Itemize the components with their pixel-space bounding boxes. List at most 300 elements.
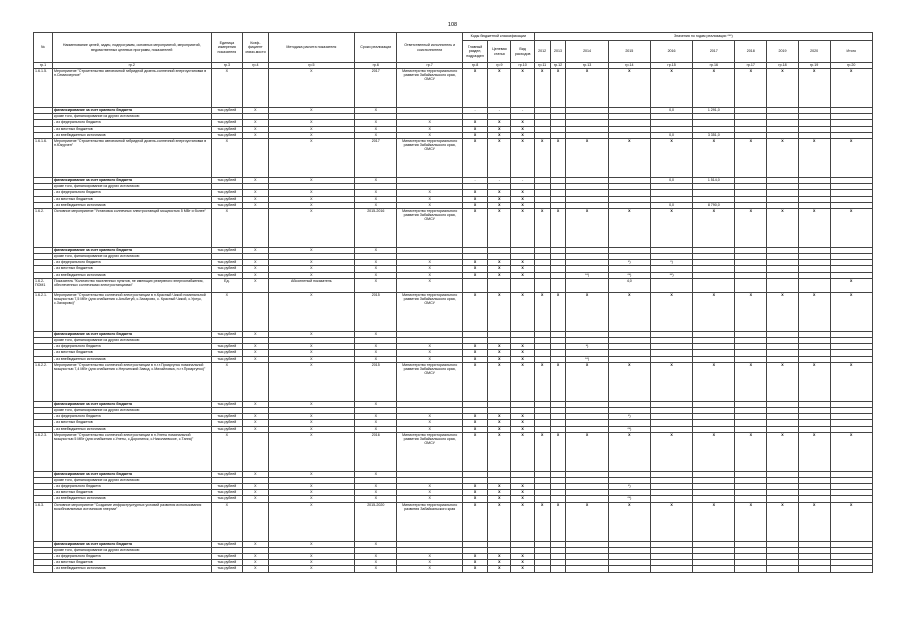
table-cell: Х (462, 272, 487, 278)
table-cell: Х (511, 208, 534, 247)
table-cell: - из внебюджетных источников (53, 202, 211, 208)
table-cell (798, 566, 830, 572)
table-cell: Х (243, 471, 268, 477)
table-cell: Х (511, 260, 534, 266)
table-cell: Х (355, 426, 397, 432)
table-cell: Х (397, 132, 463, 138)
table-cell: Х (488, 120, 511, 126)
table-cell: - (488, 108, 511, 114)
table-cell: - из федерального бюджета (53, 414, 211, 420)
table-cell: Х (511, 414, 534, 420)
table-cell: Х (830, 502, 873, 541)
table-cell: - из внебюджетных источников (53, 132, 211, 138)
table-cell: Х (243, 496, 268, 502)
table-cell: Х (397, 272, 463, 278)
column-number: гр.17 (735, 63, 767, 69)
table-cell: Министерство территориального развития Забайкальского края, ОМСУ (397, 138, 463, 177)
table-cell: Х (767, 138, 799, 177)
table-cell: Х (211, 138, 243, 177)
table-cell: - из местных бюджетов (53, 560, 211, 566)
table-cell: 2015-2020 (355, 502, 397, 541)
table-cell: Х (462, 196, 487, 202)
table-cell: Х (511, 356, 534, 362)
table-cell: Х (534, 69, 550, 108)
table-cell: Х (462, 292, 487, 331)
table-cell: тыс.рублей (211, 202, 243, 208)
table-cell: финансирование за счет краевого бюджета (53, 331, 211, 337)
table-cell: Х (488, 560, 511, 566)
table-cell: финансирование за счет краевого бюджета (53, 247, 211, 253)
table-cell: Х (243, 554, 268, 560)
table-cell: 1 291,0 (693, 108, 735, 114)
table-cell: Х (693, 69, 735, 108)
table-cell: Министерство территориального развития Забайкальского края, ОМСУ (397, 432, 463, 471)
table-cell: - из федерального бюджета (53, 120, 211, 126)
table-cell: 3 351,0 (693, 132, 735, 138)
column-number: гр.20 (830, 63, 873, 69)
table-cell: Х (735, 432, 767, 471)
table-cell: Х (268, 490, 355, 496)
table-cell: Х (462, 344, 487, 350)
header-year-2015: 2015 (608, 41, 650, 63)
table-cell: Х (488, 496, 511, 502)
table-cell: Х (397, 420, 463, 426)
table-cell: - из внебюджетных источников (53, 566, 211, 572)
column-number: гр.16 (693, 63, 735, 69)
table-cell: Х (268, 432, 355, 471)
column-number: гр.3 (211, 63, 243, 69)
header-year-2018: 2018 (735, 41, 767, 63)
header-year-2013: 2013 (550, 41, 566, 63)
table-cell (550, 566, 566, 572)
table-cell: Х (488, 208, 511, 247)
table-cell: Х (355, 196, 397, 202)
table-cell: Х (268, 566, 355, 572)
table-cell: Х (355, 560, 397, 566)
table-cell: Х (268, 426, 355, 432)
table-cell: Х (462, 414, 487, 420)
table-cell: Х (488, 202, 511, 208)
table-cell: Х (511, 496, 534, 502)
table-cell: - из внебюджетных источников (53, 426, 211, 432)
table-cell (650, 278, 692, 292)
table-cell: Х (268, 177, 355, 183)
table-cell: Х (511, 292, 534, 331)
table-cell: - (488, 177, 511, 183)
header-term: Сроки реализации (355, 33, 397, 63)
table-cell: Министерство территориального развития Забайкальского края, ОМСУ (397, 362, 463, 401)
table-cell: *) (608, 484, 650, 490)
table-cell: Х (566, 432, 608, 471)
table-cell: Х (243, 196, 268, 202)
table-cell: Х (693, 292, 735, 331)
table-cell (462, 278, 487, 292)
table-cell: Министерство территориального развития Забайкальского края, ОМСУ (397, 292, 463, 331)
table-cell: тыс.рублей (211, 132, 243, 138)
table-cell: Х (355, 260, 397, 266)
column-number: гр.4 (243, 63, 268, 69)
table-cell (488, 278, 511, 292)
table-cell: Х (511, 120, 534, 126)
table-cell: Х (397, 490, 463, 496)
table-cell: Х (355, 247, 397, 253)
table-cell: Х (511, 490, 534, 496)
table-cell: Х (355, 177, 397, 183)
table-cell: Х (355, 566, 397, 572)
table-cell (243, 69, 268, 108)
table-cell: Х (268, 502, 355, 541)
table-cell: Х (268, 401, 355, 407)
table-cell: 2015-2016 (355, 208, 397, 247)
table-cell: тыс.рублей (211, 496, 243, 502)
table-cell: Х (243, 177, 268, 183)
table-cell: финансирование за счет краевого бюджета (53, 471, 211, 477)
table-cell: Х (211, 208, 243, 247)
header-expense-type: Вид расходов (511, 41, 534, 63)
table-cell: Министерство территориального развития Забайкальского края, ОМСУ (397, 69, 463, 108)
table-cell: **) (650, 272, 692, 278)
table-cell: - из местных бюджетов (53, 420, 211, 426)
table-cell: финансирование за счет краевого бюджета (53, 108, 211, 114)
table-cell: Х (488, 292, 511, 331)
table-cell: Х (268, 356, 355, 362)
table-cell: Х (211, 69, 243, 108)
table-cell: **) (608, 272, 650, 278)
table-cell: - (511, 108, 534, 114)
table-cell: Х (767, 292, 799, 331)
table-row-measure (34, 292, 873, 331)
table-cell: Х (511, 132, 534, 138)
column-number: гр.14 (608, 63, 650, 69)
column-number: гр.12 (550, 63, 566, 69)
table-cell: Абсолютный показатель (268, 278, 355, 292)
table-cell: Х (462, 490, 487, 496)
table-cell: Х (211, 292, 243, 331)
header-budget-codes: Коды бюджетной классификации (462, 33, 534, 41)
table-cell: *) (608, 260, 650, 266)
column-number: гр.6 (355, 63, 397, 69)
table-cell: Х (355, 541, 397, 547)
table-cell: Х (268, 560, 355, 566)
table-cell: Х (268, 414, 355, 420)
table-cell: Х (462, 190, 487, 196)
table-cell: Х (397, 190, 463, 196)
table-cell: Х (511, 502, 534, 541)
table-cell: 1 514,0 (693, 177, 735, 183)
program-table (33, 32, 873, 573)
table-cell: Х (767, 502, 799, 541)
table-cell: Х (693, 362, 735, 401)
table-cell: Х (462, 260, 487, 266)
table-cell: Х (566, 69, 608, 108)
table-cell: Х (488, 272, 511, 278)
table-cell: Х (511, 266, 534, 272)
table-cell: Х (735, 292, 767, 331)
header-name: Наименование целей, задач, подпрограмм, основных мероприятий, мероприятий, ведомственных целевых программ, показателей (53, 33, 211, 63)
table-cell: кроме того, финансирование из других источников: (53, 338, 211, 344)
table-cell: кроме того, финансирование из других источников: (53, 407, 211, 413)
table-cell: Х (397, 266, 463, 272)
table-cell (735, 278, 767, 292)
header-year-2020: 2020 (798, 41, 830, 63)
table-cell: финансирование за счет краевого бюджета (53, 541, 211, 547)
table-cell: - (462, 108, 487, 114)
table-row-indicator (34, 278, 873, 292)
table-cell: 1.6.2.1. (34, 292, 53, 331)
table-cell: Мероприятие "Строительство автономной гибридной дизель-солнечной энергоустановки в п.Юкурчен" (53, 138, 211, 177)
table-cell: Х (397, 414, 463, 420)
table-cell: Х (511, 420, 534, 426)
table-cell: Х (693, 138, 735, 177)
column-number: гр.8 (462, 63, 487, 69)
table-cell: Х (798, 362, 830, 401)
table-cell: Х (462, 266, 487, 272)
table-cell: Х (462, 362, 487, 401)
table-cell: тыс.рублей (211, 401, 243, 407)
table-cell: Х (511, 350, 534, 356)
table-cell: Х (268, 126, 355, 132)
table-cell: Х (462, 496, 487, 502)
table-cell: Х (566, 138, 608, 177)
table-cell (830, 566, 873, 572)
header-year-2012: 2012 (534, 41, 550, 63)
header-method: Методика расчета показателя (268, 33, 355, 63)
table-cell: Х (243, 247, 268, 253)
table-cell: Х (511, 69, 534, 108)
table-cell: 0,0 (650, 108, 692, 114)
table-cell (798, 278, 830, 292)
table-row-financing (34, 566, 873, 572)
table-cell: Х (534, 502, 550, 541)
table-cell: Х (608, 208, 650, 247)
table-cell: Х (534, 362, 550, 401)
table-cell: Х (767, 69, 799, 108)
table-cell: Х (550, 208, 566, 247)
table-cell: Х (397, 202, 463, 208)
table-cell: Х (397, 484, 463, 490)
table-cell (534, 566, 550, 572)
table-cell: - из внебюджетных источников (53, 356, 211, 362)
table-cell: Х (462, 208, 487, 247)
table-cell (735, 566, 767, 572)
table-cell: Основное мероприятие "Создание инфраструктурных условий развития использования возобновляемых источников энергии" (53, 502, 211, 541)
table-cell: Х (650, 432, 692, 471)
header-coef: Коэф-фициент значи-мости (243, 33, 268, 63)
table-cell: кроме того, финансирование из других источников: (53, 254, 211, 260)
table-cell: Х (608, 69, 650, 108)
table-cell: Х (566, 362, 608, 401)
table-cell: 0,0 (650, 132, 692, 138)
table-cell: **) (566, 356, 608, 362)
table-cell: Х (243, 356, 268, 362)
table-cell: Х (243, 484, 268, 490)
table-cell: Х (355, 350, 397, 356)
table-cell: Х (268, 350, 355, 356)
table-cell: Х (243, 266, 268, 272)
table-cell: Х (534, 208, 550, 247)
table-cell: тыс.рублей (211, 541, 243, 547)
table-cell: Х (243, 202, 268, 208)
table-cell: Х (566, 292, 608, 331)
table-cell: тыс.рублей (211, 554, 243, 560)
table-cell: Х (650, 502, 692, 541)
table-cell: Х (511, 426, 534, 432)
table-cell: Х (608, 138, 650, 177)
table-cell: Х (397, 560, 463, 566)
table-cell: Х (355, 190, 397, 196)
table-cell: Х (268, 484, 355, 490)
table-cell: Ед. (211, 278, 243, 292)
table-cell: тыс.рублей (211, 350, 243, 356)
table-cell: Х (488, 69, 511, 108)
table-cell: 1.6.2. (34, 208, 53, 247)
table-cell: Х (830, 432, 873, 471)
table-cell: 2017 (355, 69, 397, 108)
table-cell: Х (767, 362, 799, 401)
table-cell: Х (397, 554, 463, 560)
table-cell: Х (830, 69, 873, 108)
table-cell: Х (243, 120, 268, 126)
table-cell: Х (550, 292, 566, 331)
table-row-measure (34, 502, 873, 541)
table-cell: Х (397, 344, 463, 350)
table-cell: Х (511, 362, 534, 401)
table-cell: Х (830, 362, 873, 401)
table-cell: 2017 (355, 138, 397, 177)
column-number: гр.1 (34, 63, 53, 69)
table-cell: Х (355, 126, 397, 132)
table-cell: Х (243, 132, 268, 138)
table-cell: 2015 (355, 362, 397, 401)
header-unit: Единица измерения показателя (211, 33, 243, 63)
table-cell: - из местных бюджетов (53, 126, 211, 132)
table-cell: Х (488, 566, 511, 572)
table-cell: - из федерального бюджета (53, 260, 211, 266)
table-cell: - (462, 177, 487, 183)
table-cell: - из местных бюджетов (53, 196, 211, 202)
table-cell: Х (650, 69, 692, 108)
table-cell: Х (268, 69, 355, 108)
table-cell: Х (735, 208, 767, 247)
table-cell: Х (397, 426, 463, 432)
table-cell: Х (355, 132, 397, 138)
table-cell: Х (268, 292, 355, 331)
table-cell: Х (798, 502, 830, 541)
table-cell: Х (355, 344, 397, 350)
table-cell: тыс.рублей (211, 471, 243, 477)
table-cell: Х (488, 356, 511, 362)
table-cell (608, 566, 650, 572)
table-cell: Х (511, 484, 534, 490)
table-cell: тыс.рублей (211, 177, 243, 183)
column-number: гр.5 (268, 63, 355, 69)
column-number: гр.7 (397, 63, 463, 69)
table-cell: Х (650, 208, 692, 247)
table-cell: тыс.рублей (211, 331, 243, 337)
table-cell (243, 138, 268, 177)
table-cell: Х (355, 278, 397, 292)
table-cell: тыс.рублей (211, 566, 243, 572)
table-cell: Х (534, 138, 550, 177)
table-cell: 1.6.2-ПОМ1 (34, 278, 53, 292)
table-cell: кроме того, финансирование из других источников: (53, 184, 211, 190)
table-cell: Х (511, 190, 534, 196)
table-cell: Х (511, 344, 534, 350)
page-number: 108 (447, 22, 458, 28)
table-cell (767, 566, 799, 572)
table-cell: Х (243, 260, 268, 266)
table-cell: Х (511, 196, 534, 202)
table-cell: Х (462, 502, 487, 541)
table-cell: 2015 (355, 292, 397, 331)
table-cell: - из федерального бюджета (53, 190, 211, 196)
table-cell (566, 278, 608, 292)
table-cell: Х (488, 132, 511, 138)
table-cell: *) (566, 344, 608, 350)
table-cell: Х (243, 344, 268, 350)
table-cell: Х (243, 190, 268, 196)
table-cell: Х (511, 202, 534, 208)
table-cell: Х (693, 502, 735, 541)
table-cell: 0,0 (650, 202, 692, 208)
table-cell: Х (534, 432, 550, 471)
table-cell: Х (798, 292, 830, 331)
table-cell: Х (397, 196, 463, 202)
table-cell: Х (268, 190, 355, 196)
column-number: гр.15 (650, 63, 692, 69)
table-cell: Х (550, 432, 566, 471)
table-cell: 1.6.1.6. (34, 138, 53, 177)
table-cell: Х (462, 350, 487, 356)
table-cell: **) (608, 426, 650, 432)
table-cell: тыс.рублей (211, 120, 243, 126)
table-cell: Х (608, 362, 650, 401)
table-body (34, 69, 873, 573)
header-target-article: Целевая статья (488, 41, 511, 63)
table-cell: Х (462, 566, 487, 572)
table-cell: Х (462, 132, 487, 138)
table-cell: Х (243, 541, 268, 547)
table-cell: финансирование за счет краевого бюджета (53, 177, 211, 183)
table-cell: Х (268, 331, 355, 337)
table-cell: тыс.рублей (211, 420, 243, 426)
table-cell: Х (693, 432, 735, 471)
table-cell: Х (650, 362, 692, 401)
table-cell: - из федерального бюджета (53, 554, 211, 560)
table-cell: Х (650, 292, 692, 331)
table-cell: Мероприятие "Строительство солнечной электростанции в п.Улеты номинальной мощностью 5 МВт (для снабжения с.Улеты, с.Доронинск, с.Николаевское, с.Танга)" (53, 432, 211, 471)
table-cell: Х (355, 356, 397, 362)
table-cell: тыс.рублей (211, 484, 243, 490)
table-cell: Х (243, 126, 268, 132)
table-cell: Х (268, 247, 355, 253)
table-cell (243, 432, 268, 471)
table-cell: 8 790,0 (693, 202, 735, 208)
table-cell (767, 278, 799, 292)
table-cell: Х (243, 426, 268, 432)
table-cell (693, 566, 735, 572)
table-cell: Х (488, 196, 511, 202)
table-cell: Х (511, 560, 534, 566)
column-number: гр.10 (511, 63, 534, 69)
table-cell: Х (243, 420, 268, 426)
table-cell: тыс.рублей (211, 266, 243, 272)
table-cell (34, 566, 53, 572)
table-row-measure (34, 362, 873, 401)
table-cell: - из местных бюджетов (53, 490, 211, 496)
table-cell: Х (268, 266, 355, 272)
table-cell: Х (243, 566, 268, 572)
